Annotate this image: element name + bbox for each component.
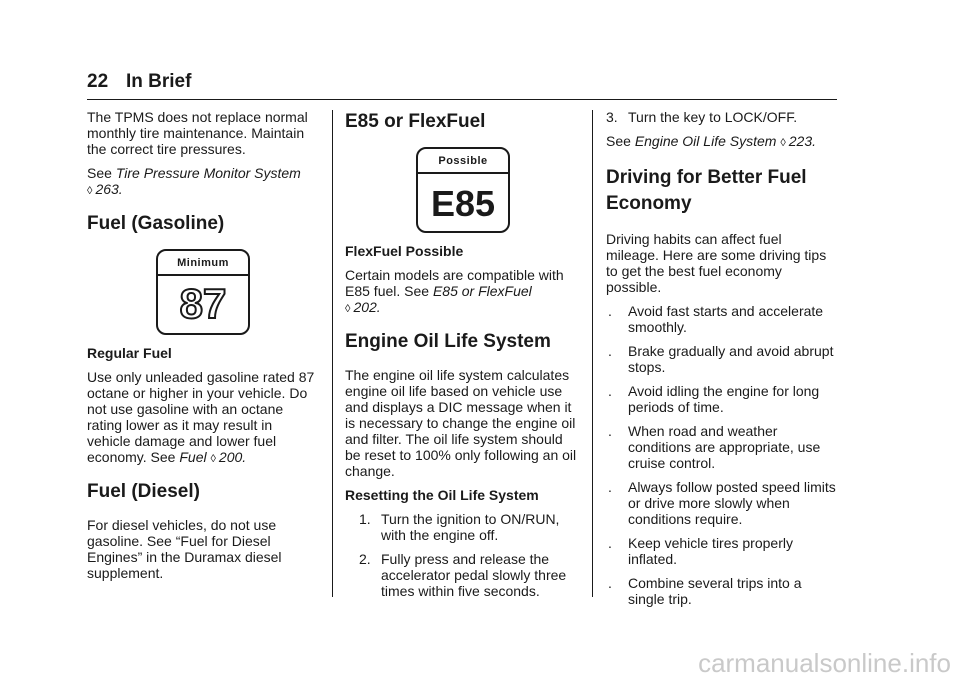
column-2: [345, 109, 581, 607]
driving-paragraph: Driving habits can affect fuel mileage. Here are some driving tips to get the best fuel economy possible.: [606, 231, 827, 295]
list-item: . Combine several trips into a single trip.: [608, 575, 802, 607]
page-number: 22: [87, 71, 109, 92]
list-item: . Avoid idling the engine for long periods of time.: [608, 383, 820, 415]
tpms-paragraph: The TPMS does not replace normal monthly tire maintenance. Maintain the correct tire pressures.: [87, 109, 308, 157]
bullet-icon: .: [608, 343, 612, 359]
page-ref-icon: ◊: [210, 453, 216, 465]
reset-steps-list: [345, 511, 581, 599]
heading-e85-flexfuel: E85 or FlexFuel: [345, 111, 486, 132]
badge-87-top-text: Minimum: [177, 257, 229, 269]
list-item: . When road and weather conditions are appropriate, use cruise control.: [608, 423, 821, 471]
section-title: In Brief: [126, 71, 192, 92]
tpms-link[interactable]: Tire Pressure Monitor System: [115, 165, 301, 181]
oil-life-link[interactable]: Engine Oil Life System: [634, 133, 777, 149]
resetting-heading: Resetting the Oil Life System: [345, 487, 539, 503]
gasoline-paragraph: Use only unleaded gasoline rated 87 octane or higher in your vehicle. Do not use gasoline with an octane rating lower as it may result in vehicle damage and lower fuel economy. See Fuel ◊ 200.: [87, 369, 315, 465]
fuel-link[interactable]: Fuel: [179, 449, 207, 465]
badge-e85-value: E85: [430, 183, 496, 225]
heading-fuel-diesel: Fuel (Diesel): [87, 481, 200, 502]
minimum-87-label-icon: [156, 249, 250, 335]
heading-engine-oil-life: Engine Oil Life System: [345, 331, 551, 352]
column-1: [87, 109, 319, 589]
list-item: . Always follow posted speed limits or drive more slowly when conditions require.: [608, 479, 836, 527]
list-item: . Keep vehicle tires properly inflated.: [608, 535, 793, 567]
heading-fuel-gasoline: Fuel (Gasoline): [87, 213, 225, 234]
badge-87-value: 87: [179, 280, 227, 328]
e85-page-link[interactable]: 202.: [353, 299, 381, 315]
bullet-icon: .: [608, 479, 612, 495]
badge-e85-top-text: Possible: [438, 155, 488, 167]
list-item: . Brake gradually and avoid abrupt stops.: [608, 343, 834, 375]
page-ref-icon: ◊: [345, 303, 351, 315]
tpms-page-link[interactable]: 263.: [95, 181, 123, 197]
diesel-paragraph: For diesel vehicles, do not use gasoline. See “Fuel for Diesel Engines” in the Duramax diesel supplement.: [87, 517, 282, 581]
bullet-icon: .: [608, 383, 612, 399]
fuel-page-link[interactable]: 200.: [218, 449, 247, 465]
column-3: [606, 109, 837, 615]
bullet-icon: .: [608, 303, 612, 319]
list-item: 1. Turn the ignition to ON/RUN, with the engine off.: [359, 511, 560, 543]
page-header: [87, 70, 837, 94]
tpms-see-reference: See Tire Pressure Monitor System ◊ 263.: [87, 165, 301, 197]
list-item: . Avoid fast starts and accelerate smoothly.: [608, 303, 824, 335]
bullet-icon: .: [608, 575, 612, 591]
flexfuel-caption: FlexFuel Possible: [345, 243, 464, 259]
column-divider-2: [592, 110, 593, 597]
watermark: carmanualsonline.info: [698, 648, 951, 678]
oil-life-page-link[interactable]: 223.: [788, 133, 817, 149]
bullet-icon: .: [608, 423, 612, 439]
oil-life-paragraph: The engine oil life system calculates engine oil life based on vehicle use and displays a DIC message when it is necessary to change the engine oil and filter. The oil life system should be reset to 100% only following an oil change.: [345, 367, 577, 479]
driving-tips-list: [606, 303, 837, 607]
e85-paragraph: Certain models are compatible with E85 fuel. See E85 or FlexFuel ◊ 202.: [345, 267, 564, 315]
oil-see-reference: See Engine Oil Life System ◊ 223.: [606, 133, 817, 149]
page-ref-icon: ◊: [780, 137, 786, 149]
list-item: 2. Fully press and release the accelerator pedal slowly three times within five seconds.: [359, 551, 567, 599]
column-divider-1: [332, 110, 333, 597]
reset-steps-list-continued: [606, 109, 837, 125]
bullet-icon: .: [608, 535, 612, 551]
regular-fuel-caption: Regular Fuel: [87, 345, 172, 361]
heading-driving-fuel-economy: Driving for Better Fuel Economy: [606, 167, 807, 214]
e85-link[interactable]: E85 or FlexFuel: [432, 283, 532, 299]
list-item: 3. Turn the key to LOCK/OFF.: [606, 109, 798, 125]
possible-e85-label-icon: [416, 147, 510, 233]
header-rule: [87, 99, 837, 100]
page-ref-icon: ◊: [87, 185, 93, 197]
